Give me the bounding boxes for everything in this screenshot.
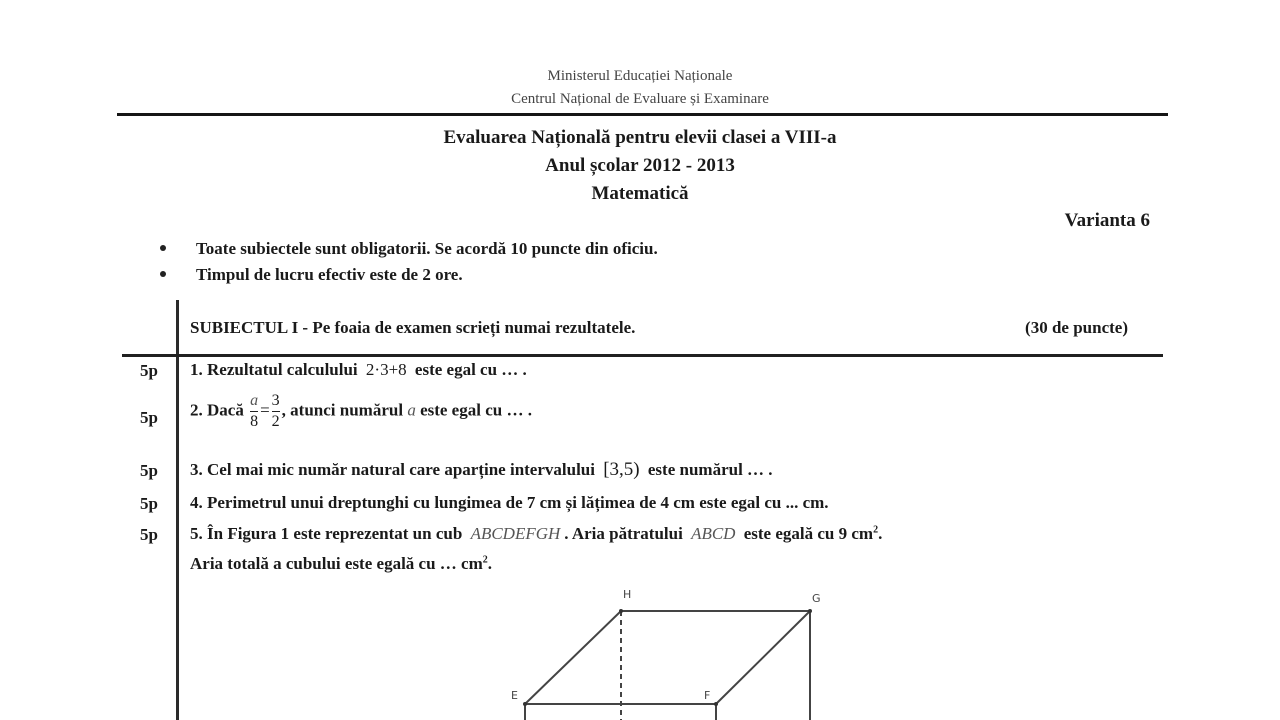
question-5: 5. În Figura 1 este reprezentat un cub ABCDEFGH . Aria pătratului ABCD este egală cu 9 $cm^2$. [190, 524, 883, 543]
section-points: (30 de puncte) [1025, 318, 1128, 337]
ministry-header: Ministerul Educației Naționale [547, 68, 733, 84]
question-5-line-2: Aria totală a cubului este egală cu … $cm^2$. [190, 554, 492, 573]
question-3: 3. Cel mai mic număr natural care aparține intervalului [3,5) este numărul … . [190, 459, 773, 480]
fraction-a-over-8: $\frac{a}{8}$ [250, 392, 259, 430]
square-name: ABCD [691, 524, 736, 543]
vertex-label-h: H [623, 588, 632, 601]
exam-title: Evaluarea Națională pentru elevii clasei a VIII-a [443, 127, 837, 148]
item-points: 5p [140, 461, 158, 480]
vertex-label-e: E [511, 689, 518, 702]
item-points: 5p [140, 408, 158, 427]
variant-label: Varianta 6 [1064, 210, 1150, 231]
section-title: SUBIECTUL I - Pe foaia de examen scrieți numai rezultatele. [190, 318, 636, 337]
vertex-label-g: G [812, 592, 821, 605]
question-2: 2. Dacă $\frac{a}{8}$ = $\frac{3}{2}$ , atunci numărul a este egal cu … . [190, 392, 532, 430]
vertex-label-f: F [704, 689, 711, 702]
item-points: 5p [140, 494, 158, 513]
interval-expression: [3,5) [603, 459, 640, 480]
school-year: Anul școlar 2012 - 2013 [545, 155, 735, 176]
center-header: Centrul Național de Evaluare și Examinare [511, 91, 769, 107]
fraction-3-over-2: $\frac{3}{2}$ [271, 392, 280, 430]
item-points: 5p [140, 361, 158, 380]
item-points: 5p [140, 525, 158, 544]
subject-title: Matematică [591, 183, 689, 204]
cube-name: ABCDEFGH [470, 524, 561, 543]
question-4: 4. Perimetrul unui dreptunghi cu lungimea de 7 cm și lățimea de 4 cm este egal cu ... cm. [190, 493, 829, 512]
instruction-item: Toate subiectele sunt obligatorii. Se acordă 10 puncte din oficiu. [160, 239, 658, 259]
math-expression: 2·3+8 [365, 360, 407, 379]
question-1: 1. Rezultatul calculului 2·3+8 este egal cu … . [190, 360, 527, 379]
instruction-item: Timpul de lucru efectiv este de 2 ore. [160, 265, 463, 285]
